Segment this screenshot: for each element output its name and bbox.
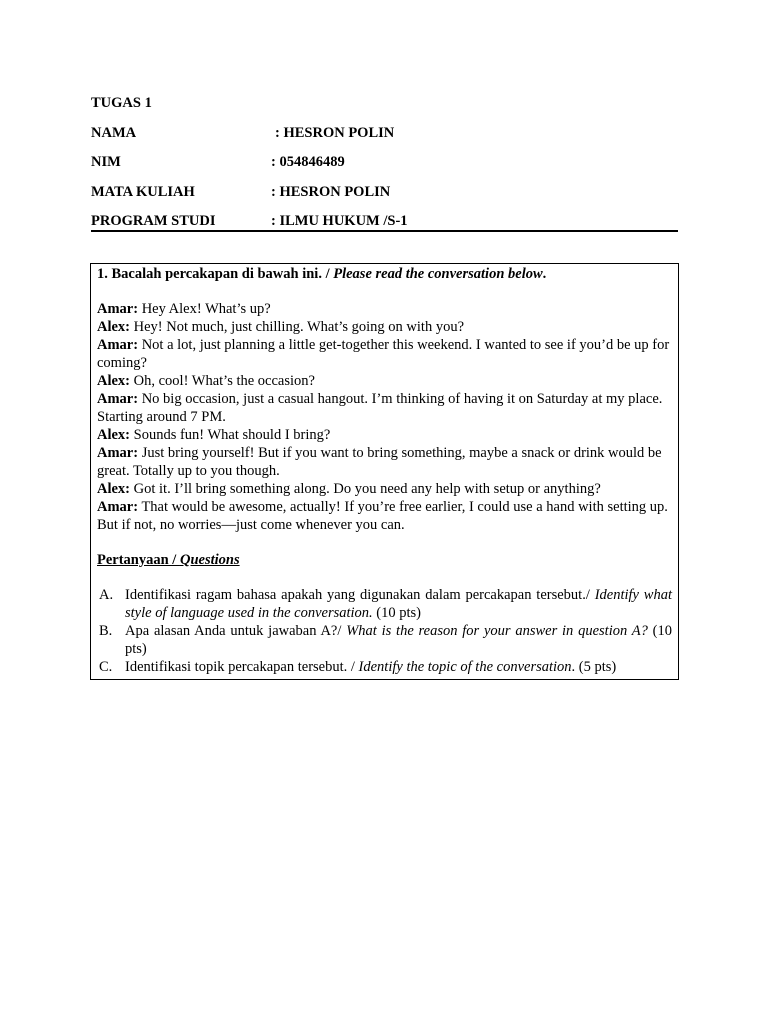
- field-label-program-studi: PROGRAM STUDI: [91, 213, 216, 229]
- speaker-name: Alex:: [97, 427, 131, 443]
- dialogue-text: Just bring yourself! But if you want to bring something, maybe a snack or drink would be great. Totally up to you though.: [97, 445, 662, 479]
- dialogue-line: [97, 300, 672, 318]
- field-row-program-studi: [91, 212, 678, 242]
- field-label-mata-kuliah: MATA KULIAH: [91, 183, 195, 200]
- field-value-nim: : 054846489: [271, 154, 345, 170]
- speaker-name: Alex:: [97, 319, 131, 335]
- header-divider: [91, 230, 678, 232]
- dialogue-line: [97, 444, 672, 480]
- speaker-name: Alex:: [97, 481, 131, 497]
- dialogue-line: [97, 498, 672, 534]
- field-value-mata-kuliah: : HESRON POLIN: [271, 183, 391, 200]
- dialogue-text: Hey! Not much, just chilling. What’s going on with you?: [130, 319, 465, 335]
- dialogue-line: [97, 426, 672, 444]
- question-item-a: [97, 586, 672, 622]
- question-text-id: Apa alasan Anda untuk jawaban A?/: [125, 623, 347, 639]
- speaker-name: Amar:: [97, 499, 139, 515]
- dialogue-text: No big occasion, just a casual hangout. I’m thinking of having it on Saturday at my place. Starting around 7 PM.: [97, 391, 663, 425]
- questions-list: [97, 586, 672, 676]
- question-item-b: [97, 622, 672, 658]
- field-label-nim: NIM: [91, 154, 121, 170]
- task-heading-id: 1. Bacalah percakapan di bawah ini. /: [97, 266, 334, 282]
- dialogue-text: Sounds fun! What should I bring?: [130, 427, 331, 443]
- field-row-nim: [91, 153, 678, 183]
- task-heading-en: Please read the conversation below: [333, 266, 543, 282]
- field-value-nama: : HESRON POLIN: [275, 124, 395, 141]
- question-text-en: Identify the topic of the conversation: [358, 659, 572, 675]
- task-heading: [97, 265, 672, 283]
- questions-title-en: Questions: [179, 552, 240, 568]
- dialogue-text: Oh, cool! What’s the occasion?: [130, 373, 315, 389]
- dialogue-line: [97, 336, 672, 372]
- dialogue-text: Got it. I’ll bring something along. Do you need any help with setup or anything?: [130, 481, 601, 497]
- field-row-nama: [91, 124, 678, 154]
- question-points: (10 pts): [125, 623, 672, 657]
- speaker-name: Amar:: [97, 391, 139, 407]
- task-box: [90, 263, 679, 680]
- header-title-row: [91, 94, 678, 124]
- assignment-title: TUGAS 1: [91, 95, 152, 111]
- question-text-id: Identifikasi topik percakapan tersebut. /: [125, 659, 359, 675]
- speaker-name: Amar:: [97, 337, 139, 353]
- task-heading-end: .: [542, 266, 547, 282]
- dialogue-line: [97, 372, 672, 390]
- field-value-program-studi: : ILMU HUKUM /S-1: [271, 213, 408, 229]
- question-points: . (5 pts): [571, 659, 617, 675]
- question-item-c: [97, 658, 672, 676]
- question-marker: C.: [99, 659, 113, 675]
- questions-title-id: Pertanyaan /: [97, 552, 180, 568]
- question-text-en: Identify what style of language used in the conversation.: [125, 587, 672, 621]
- speaker-name: Amar:: [97, 301, 139, 317]
- field-label-nama: NAMA: [91, 124, 137, 141]
- speaker-name: Alex:: [97, 373, 131, 389]
- dialogue-line: [97, 318, 672, 336]
- dialogue-text: That would be awesome, actually! If you’re free earlier, I could use a hand with setting up. But if not, no worries—just come whenever you can.: [97, 499, 668, 533]
- dialogue-line: [97, 390, 672, 426]
- document-header: [91, 94, 678, 242]
- dialogue-text: Hey Alex! What’s up?: [138, 301, 271, 317]
- questions-title: [97, 551, 672, 569]
- question-marker: A.: [99, 587, 114, 603]
- question-marker: B.: [99, 623, 113, 639]
- conversation: [97, 300, 672, 534]
- dialogue-text: Not a lot, just planning a little get-together this weekend. I wanted to see if you’d be up for coming?: [97, 337, 670, 371]
- field-row-mata-kuliah: [91, 183, 678, 213]
- question-text-id: Identifikasi ragam bahasa apakah yang digunakan dalam percakapan tersebut./: [125, 587, 595, 603]
- question-points: (10 pts): [372, 605, 422, 621]
- dialogue-line: [97, 480, 672, 498]
- speaker-name: Amar:: [97, 445, 139, 461]
- question-text-en: What is the reason for your answer in question A?: [346, 623, 648, 639]
